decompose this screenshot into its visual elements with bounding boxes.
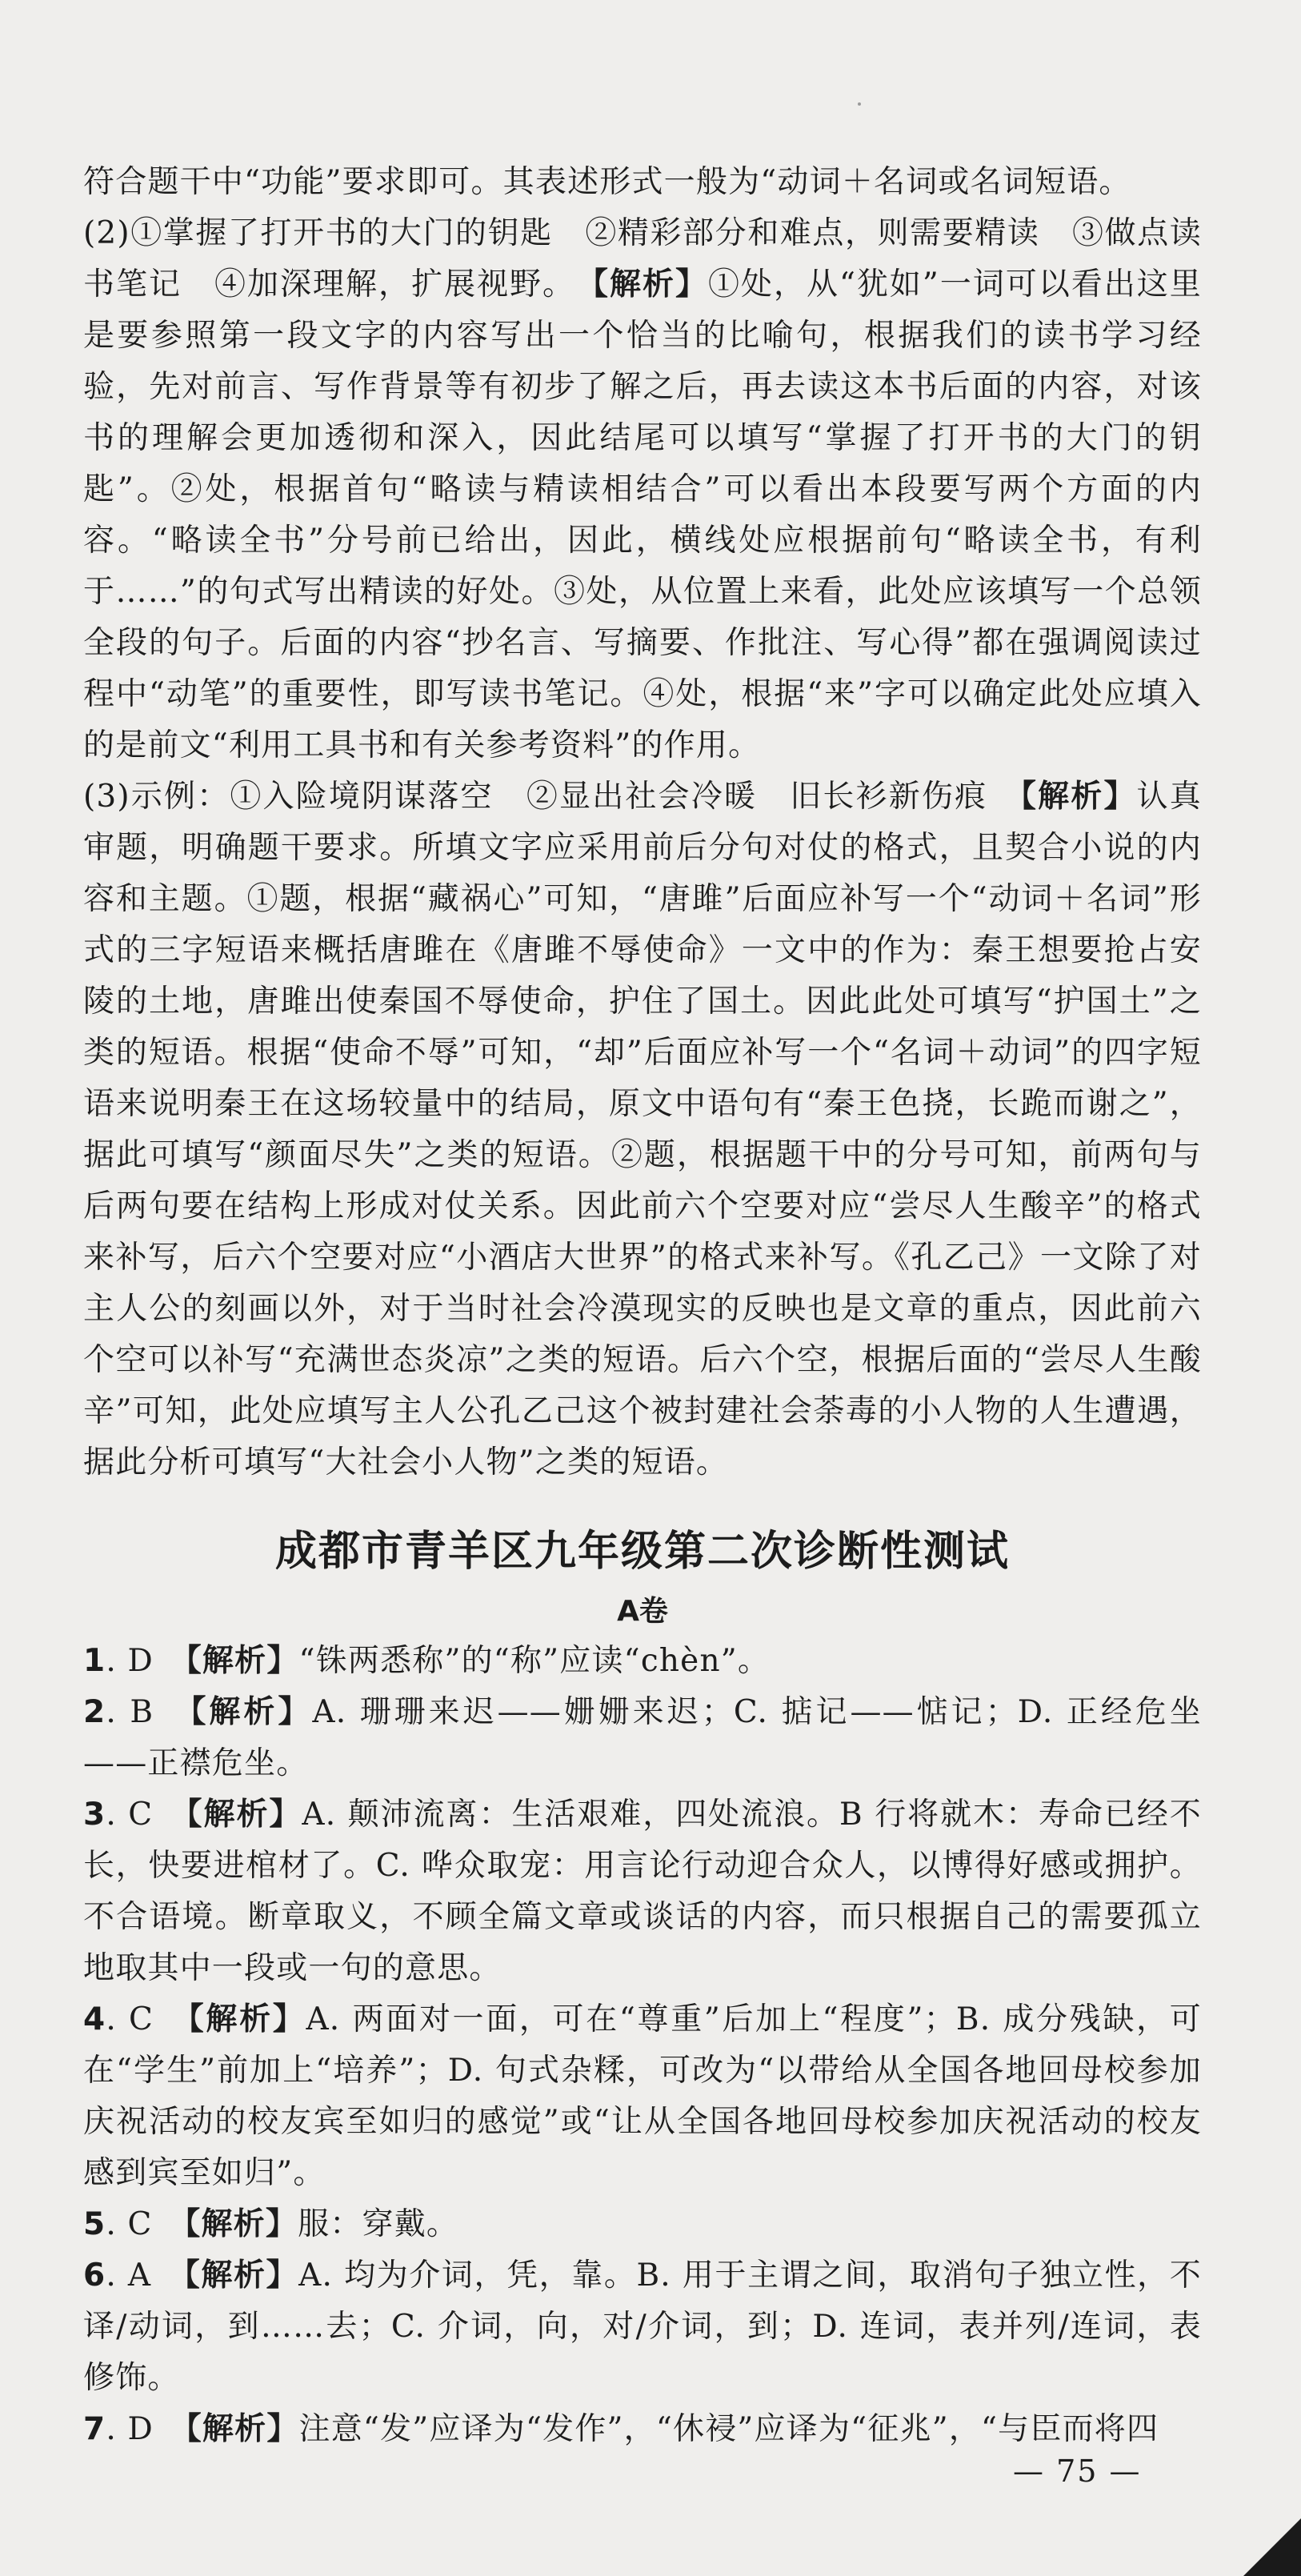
page-number: — 75 — (1013, 2454, 1142, 2489)
item-number: 1 (83, 1643, 106, 1679)
item-answer: . C (106, 2001, 189, 2037)
answer-item-2 (83, 1687, 1202, 1789)
q2-answer: (2)①掌握了打开书的大门的钥匙 ②精彩部分和难点，则需要精读 ③做点读书笔记 ④加深理解，扩展视野。 (83, 215, 1202, 302)
item-analysis-text: 服：穿戴。 (298, 2206, 459, 2242)
item-analysis-tag: 【解析】 (184, 2206, 298, 2242)
answer-item-7 (83, 2404, 1202, 2455)
q3-analysis-text: 认真审题，明确题干要求。所填文字应采用前后分句对仗的格式，且契合小说的内容和主题。①题，根据“藏祸心”可知，“唐雎”后面应补写一个“动词＋名词”形式的三字短语来概括唐雎在《唐雎不辱使命》一文中的作为：秦王想要抢占安陵的土地，唐雎出使秦国不辱使命，护住了国土。因此此处可填写“护国土”之类的短语。根据“使命不辱”可知，“却”后面应补写一个“名词＋动词”的四字短语来说明秦王在这场较量中的结局，原文中语句有“秦王色挠，长跪而谢之”，据此可填写“颜面尽失”之类的短语。②题，根据题干中的分号可知，前两句与后两句要在结构上形成对仗关系。因此前六个空要对应“尝尽人生酸辛”的格式来补写，后六个空要对应“小酒店大世界”的格式来补写。《孔乙己》一文除了对主人公的刻画以外，对于当时社会冷漠现实的反映也是文章的重点，因此前六个空可以补写“充满世态炎凉”之类的短语。后六个空，根据后面的“尝尽人生酸辛”可知，此处应填写主人公孔乙己这个被封建社会荼毒的小人物的人生遭遇，据此分析可填写“大社会小人物”之类的短语。 (83, 779, 1202, 1480)
item-number: 2 (83, 1694, 106, 1730)
item-analysis-text: A. 均为介词，凭，靠。B. 用于主谓之间，取消句子独立性，不译/动词，到……去；C. 介词，向，对/介词，到；D. 连词，表并列/连词，表修饰。 (83, 2258, 1202, 2396)
item-number: 3 (83, 1797, 106, 1833)
scan-speck (858, 102, 861, 106)
item-analysis-text: A. 颠沛流离：生活艰难，四处流浪。B 行将就木：寿命已经不长，快要进棺材了。C. 哗众取宠：用言论行动迎合众人，以博得好感或拥护。不合语境。断章取义，不顾全篇文章或谈话的内容，而只根据自己的需要孤立地取其中一段或一句的意思。 (83, 1797, 1202, 1986)
item-number: 4 (83, 2001, 106, 2037)
page-content (83, 157, 1202, 2455)
item-number: 7 (83, 2411, 106, 2447)
answer-item-3 (83, 1789, 1202, 1994)
item-analysis-tag: 【解析】 (186, 2411, 299, 2447)
item-analysis-text: A. 两面对一面，可在“尊重”后加上“程度”；B. 成分残缺，可在“学生”前加上“培养”；D. 句式杂糅，可改为“以带给从全国各地回母校参加庆祝活动的校友宾至如归的感觉”或“让从全国各地回母校参加庆祝活动的校友感到宾至如归”。 (83, 2001, 1202, 2191)
item-analysis-tag: 【解析】 (186, 1643, 299, 1679)
item-answer: . C (106, 1797, 187, 1833)
answer-item-4 (83, 1994, 1202, 2199)
item-analysis-tag: 【解析】 (190, 1694, 313, 1730)
item-analysis-text: 注意“发”应译为“发作”，“休祲”应译为“征兆”，“与臣而将四 (298, 2411, 1159, 2447)
item-answer: . C (106, 2206, 185, 2242)
item-analysis-tag: 【解析】 (188, 2001, 306, 2037)
q2-analysis-text: ①处，从“犹如”一词可以看出这里是要参照第一段文字的内容写出一个恰当的比喻句，根据我们的读书学习经验，先对前言、写作背景等有初步了解之后，再去读这本书后面的内容，对该书的理解会更加透彻和深入，因此结尾可以填写“掌握了打开书的大门的钥匙”。②处，根据首句“略读与精读相结合”可以看出本段要写两个方面的内容。“略读全书”分号前已给出，因此，横线处应根据前句“略读全书，有利于……”的句式写出精读的好处。③处，从位置上来看，此处应该填写一个总领全段的句子。后面的内容“抄名言、写摘要、作批注、写心得”都在强调阅读过程中“动笔”的重要性，即写读书笔记。④处，根据“来”字可以确定此处应填入的是前文“利用工具书和有关参考资料”的作用。 (83, 266, 1203, 763)
answer-item-5 (83, 2199, 1202, 2250)
answer-q2 (83, 208, 1202, 771)
item-answer: . D (106, 1643, 186, 1679)
continued-line: 符合题干中“功能”要求即可。其表述形式一般为“动词＋名词或名词短语。 (83, 164, 1131, 200)
item-number: 6 (83, 2258, 106, 2294)
answer-q3 (83, 771, 1202, 1488)
q3-answer: (3)示例：①入险境阴谋落空 ②显出社会冷暖 旧长衫新伤痕 (83, 779, 1021, 815)
answer-item-1 (83, 1636, 1202, 1687)
answer-item-6 (83, 2250, 1202, 2404)
subsection-title: A卷 (617, 1595, 668, 1628)
section-title: 成都市青羊区九年级第二次诊断性测试 (274, 1528, 1010, 1576)
item-analysis-text: A. 珊珊来迟——姗姗来迟；C. 掂记——惦记；D. 正经危坐——正襟危坐。 (83, 1694, 1202, 1781)
item-answer: . A (106, 2258, 185, 2294)
item-answer: . B (106, 1694, 190, 1730)
item-number: 5 (83, 2206, 106, 2242)
q3-analysis-tag: 【解析】 (1020, 779, 1137, 815)
q2-analysis-tag: 【解析】 (592, 266, 708, 302)
item-analysis-text: “铢两悉称”的“称”应读“chèn”。 (298, 1643, 771, 1679)
item-analysis-tag: 【解析】 (184, 2258, 299, 2294)
page-corner-mark (1243, 2518, 1301, 2576)
item-analysis-tag: 【解析】 (186, 1797, 302, 1833)
item-answer: . D (106, 2411, 186, 2447)
